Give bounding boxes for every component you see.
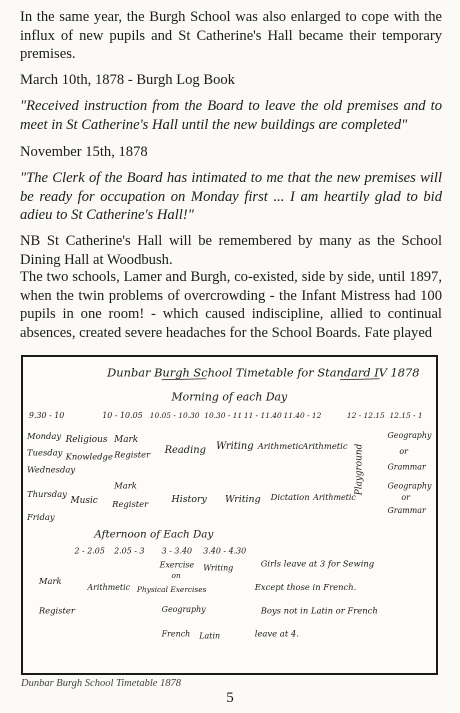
afternoon-mark: Mark — [38, 576, 62, 587]
timetable-title: Dunbar Burgh School Timetable for Standard IV 1878 — [107, 365, 420, 380]
row1-grammar: Grammar — [387, 462, 426, 472]
quote-november: "The Clerk of the Board has intimated to me that the new premises will be ready for occupation on Monday first ... I am heartily glad to bid adieu to St Catherine's Hall!" — [20, 170, 442, 224]
row1-or: or — [399, 446, 408, 456]
afternoon-heading: Afternoon of Each Day — [94, 528, 214, 541]
row1-reading: Reading — [164, 444, 207, 456]
afternoon-time-3: 3 - 3.40 — [161, 546, 193, 556]
afternoon-arithmetic: Arithmetic — [87, 583, 131, 593]
morning-time-2: 10 - 10.05 — [102, 411, 143, 421]
quote-march: "Received instruction from the Board to leave the old premises and to meet in St Catherine's Hall until the new buildings are completed" — [20, 98, 442, 133]
afternoon-physical-exercises: Physical Exercises — [136, 585, 207, 595]
playground-label: Playground — [354, 443, 365, 496]
row2-register: Register — [112, 499, 149, 510]
row2-or: or — [401, 493, 410, 503]
log-heading-march: March 10th, 1878 - Burgh Log Book — [20, 72, 235, 88]
row2-history: History — [171, 494, 207, 506]
morning-time-5: 11 - 11.40 — [243, 411, 282, 421]
row1-writing: Writing — [216, 440, 254, 452]
morning-time-1: 9.30 - 10 — [28, 411, 65, 421]
row1-mark: Mark — [114, 434, 139, 445]
row1-arithmetic-2: Arithmetic — [302, 440, 348, 451]
paragraph-two-schools: The two schools, Lamer and Burgh, co-existed, side by side, until 1897, when the twin problems of overcrowding - the Infant Mistress had 100 pupils in one room! - which caused indiscipline, allied to continual absences, created severe headaches for the School Boards. Fate played — [20, 269, 442, 341]
afternoon-time-1: 2 - 2.05 — [74, 546, 105, 556]
timetable-caption: Dunbar Burgh School Timetable 1878 — [21, 678, 182, 689]
afternoon-writing: Writing — [203, 563, 234, 573]
row1-register: Register — [114, 449, 151, 460]
paragraph-nb: NB St Catherine's Hall will be remembered by many as the School Dining Hall at Woodbush. — [20, 233, 442, 268]
timetable-handwriting — [23, 357, 436, 673]
row1-religious: Religious — [65, 434, 108, 445]
morning-time-3: 10.05 - 10.30 — [149, 411, 200, 421]
row2-mark: Mark — [114, 480, 137, 491]
afternoon-exercise: Exercise — [159, 560, 195, 570]
afternoon-note-1: Girls leave at 3 for Sewing — [260, 558, 375, 569]
afternoon-french: French — [161, 629, 191, 639]
row2-dictation: Dictation — [270, 492, 310, 503]
row1-geography: Geography — [387, 430, 432, 440]
day-4: Thursday — [26, 489, 67, 500]
day-1: Monday — [26, 430, 62, 441]
afternoon-time-4: 3.40 - 4.30 — [203, 546, 247, 556]
afternoon-register: Register — [38, 605, 75, 616]
timetable-image — [21, 355, 438, 675]
afternoon-note-3: Boys not in Latin or French — [260, 605, 378, 616]
afternoon-note-4: leave at 4. — [254, 628, 299, 639]
morning-heading: Morning of each Day — [171, 390, 288, 404]
page-number: 5 — [226, 690, 234, 706]
afternoon-geography: Geography — [161, 604, 206, 614]
morning-time-7: 12 - 12.15 — [346, 411, 385, 421]
row2-geography: Geography — [387, 481, 432, 491]
row1-arithmetic-1: Arithmetic — [257, 440, 304, 451]
day-5: Friday — [26, 511, 55, 522]
row1-knowledge: Knowledge — [65, 451, 113, 462]
paragraph-intro: In the same year, the Burgh School was also enlarged to cope with the influx of new pupils and St Catherine's Hall became their temporary premises. — [20, 9, 442, 63]
afternoon-time-2: 2.05 - 3 — [114, 546, 145, 556]
row2-arithmetic: Arithmetic — [313, 493, 356, 503]
row2-grammar: Grammar — [387, 506, 426, 516]
day-3: Wednesday — [26, 464, 76, 475]
day-2: Tuesday — [26, 447, 63, 458]
morning-time-4: 10.30 - 11 — [204, 411, 243, 421]
afternoon-latin: Latin — [199, 631, 221, 641]
log-heading-november: November 15th, 1878 — [20, 144, 148, 160]
row2-writing: Writing — [225, 494, 261, 506]
afternoon-on: on — [171, 571, 181, 581]
row2-music: Music — [70, 496, 98, 507]
morning-time-6: 11.40 - 12 — [283, 411, 322, 421]
morning-time-8: 12.15 - 1 — [389, 411, 423, 421]
afternoon-note-2: Except those in French. — [254, 582, 357, 593]
